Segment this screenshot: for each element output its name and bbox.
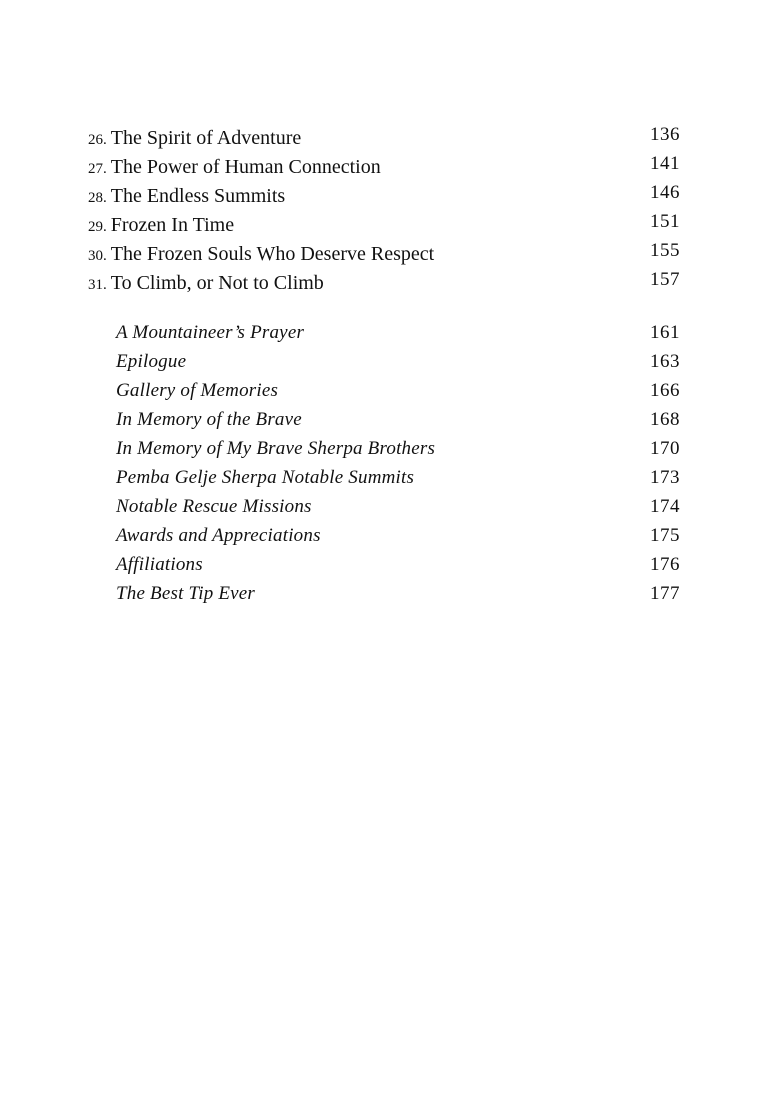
- back-matter-title: Awards and Appreciations: [116, 525, 321, 546]
- toc-chapter-entry: [88, 153, 680, 182]
- back-matter-title: In Memory of My Brave Sherpa Brothers: [116, 438, 436, 459]
- toc-back-matter-entry: [88, 579, 680, 608]
- page-number: 141: [650, 153, 680, 174]
- toc-chapter-entry: [88, 240, 680, 269]
- page-number: 170: [650, 438, 680, 459]
- toc-back-matter-entry: [88, 405, 680, 434]
- page-number: 146: [650, 182, 680, 203]
- page-number: 161: [650, 322, 680, 343]
- toc-back-matter-entry: [88, 318, 680, 347]
- toc-chapter-entry: [88, 182, 680, 211]
- toc-back-matter-entry: [88, 463, 680, 492]
- page-number: 168: [650, 409, 680, 430]
- chapter-title: The Endless Summits: [110, 185, 286, 207]
- toc-back-matter-entry: [88, 376, 680, 405]
- toc-back-matter-entry: [88, 347, 680, 376]
- page-number: 163: [650, 351, 680, 372]
- page-number: 174: [650, 496, 680, 517]
- page-number: 151: [650, 211, 680, 232]
- chapter-title: The Frozen Souls Who Deserve Respect: [110, 243, 435, 265]
- back-matter-title: In Memory of the Brave: [116, 409, 302, 430]
- table-of-contents: [88, 124, 680, 608]
- back-matter-title: Affiliations: [116, 554, 203, 575]
- back-matter-title: Epilogue: [116, 351, 187, 372]
- chapter-number: 29.: [88, 219, 107, 235]
- toc-back-matter-entry: [88, 521, 680, 550]
- page-number: 166: [650, 380, 680, 401]
- toc-chapter-entry: [88, 124, 680, 153]
- page-number: 177: [650, 583, 680, 604]
- chapter-number: 31.: [88, 277, 107, 293]
- toc-back-matter-entry: [88, 492, 680, 521]
- chapter-number: 28.: [88, 190, 107, 206]
- chapter-number: 27.: [88, 161, 107, 177]
- chapter-title: Frozen In Time: [110, 214, 235, 236]
- page-number: 136: [650, 124, 680, 145]
- back-matter-title: Pemba Gelje Sherpa Notable Summits: [116, 467, 415, 488]
- toc-back-matter-entry: [88, 550, 680, 579]
- toc-chapter-entry: [88, 211, 680, 240]
- chapter-title: The Power of Human Connection: [110, 156, 381, 178]
- page-number: 157: [650, 269, 680, 290]
- page-number: 175: [650, 525, 680, 546]
- chapter-title: The Spirit of Adventure: [110, 127, 302, 149]
- page-number: 155: [650, 240, 680, 261]
- back-matter-title: Gallery of Memories: [116, 380, 279, 401]
- page-number: 176: [650, 554, 680, 575]
- toc-chapter-entry: [88, 269, 680, 298]
- toc-back-matter-entry: [88, 434, 680, 463]
- back-matter-title: The Best Tip Ever: [116, 583, 256, 604]
- back-matter-title: Notable Rescue Missions: [116, 496, 312, 517]
- page-number: 173: [650, 467, 680, 488]
- chapter-number: 30.: [88, 248, 107, 264]
- back-matter-title: A Mountaineer’s Prayer: [116, 322, 305, 343]
- section-spacer: [88, 298, 680, 318]
- chapter-number: 26.: [88, 132, 107, 148]
- chapter-title: To Climb, or Not to Climb: [110, 272, 324, 294]
